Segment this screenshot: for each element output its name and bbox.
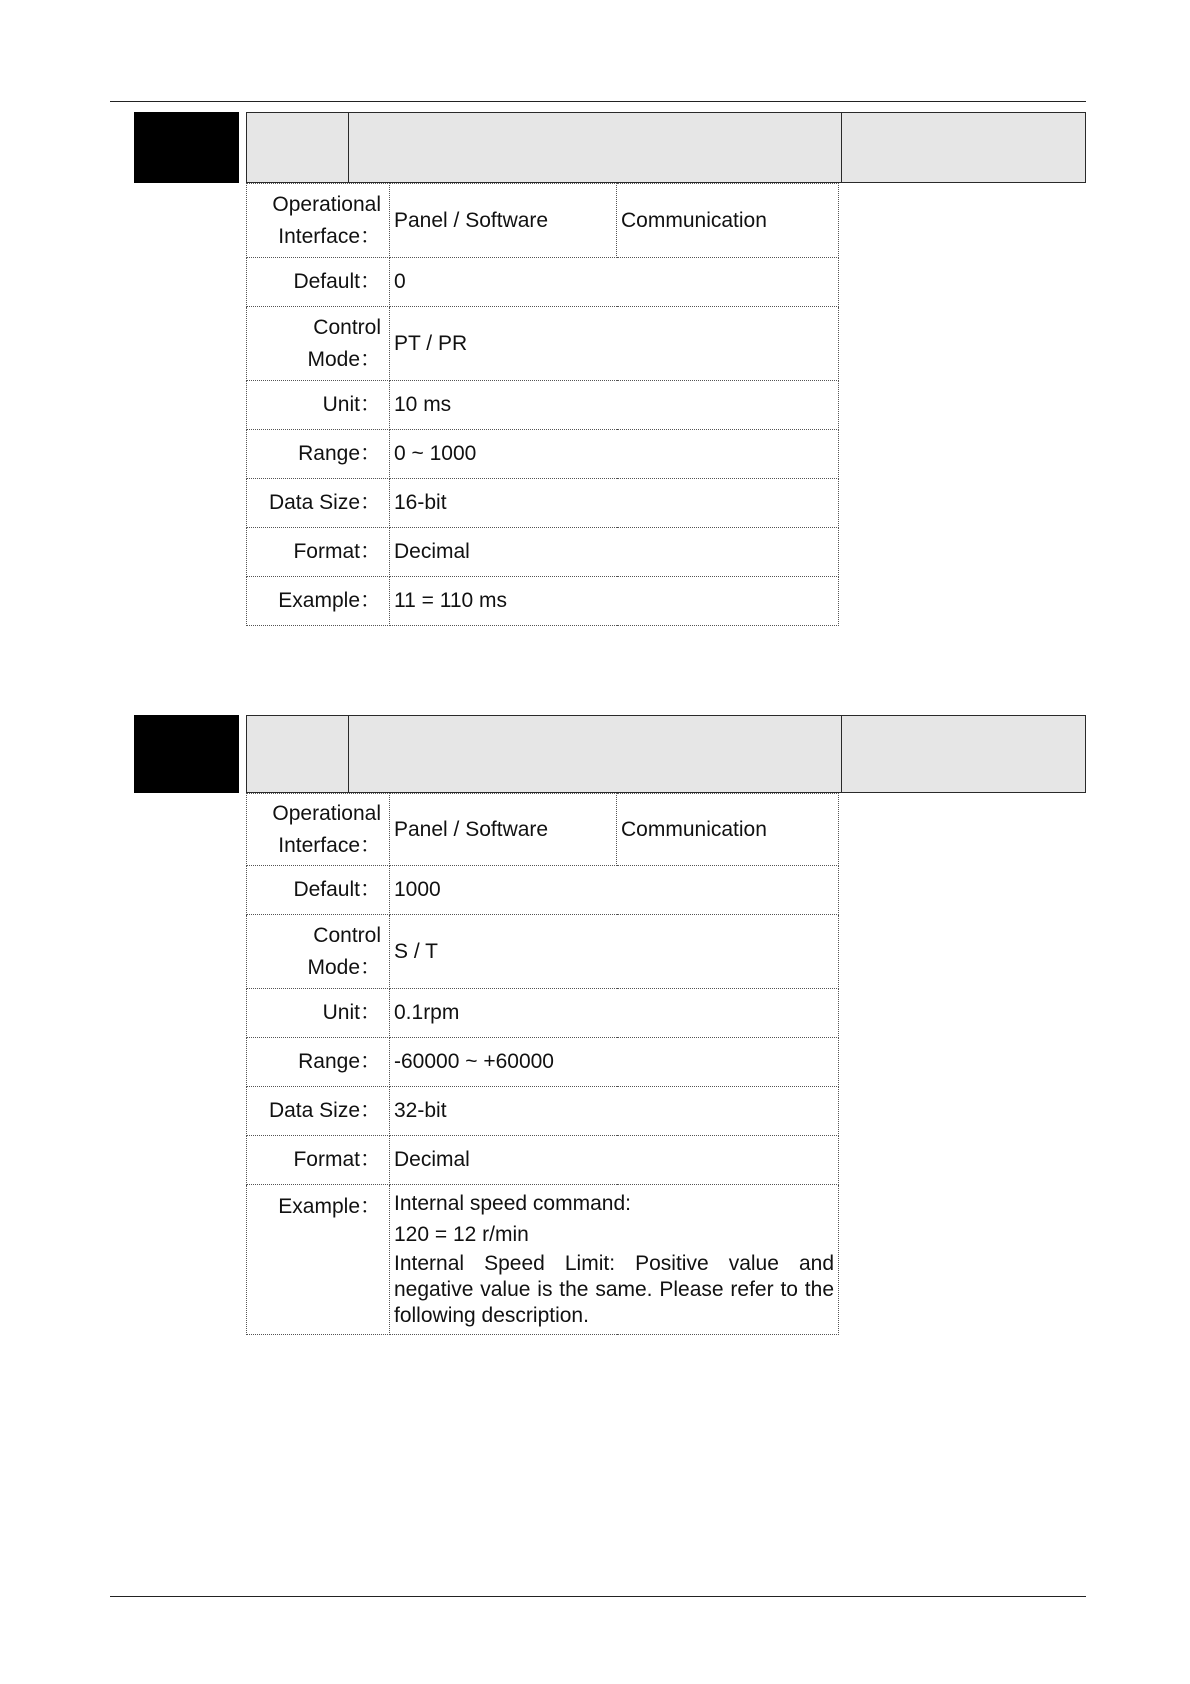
range-label: Range： (247, 430, 390, 479)
unit-value: 10 ms (390, 381, 839, 430)
interface-communication-value: Communication (617, 794, 839, 866)
data-size-label: Data Size： (247, 1087, 390, 1136)
page-header-rule (110, 101, 1086, 102)
control-mode-value: PT / PR (390, 307, 839, 381)
unit-row (247, 989, 839, 1038)
example-row (247, 577, 839, 626)
unit-value: 0.1rpm (390, 989, 839, 1038)
range-row (247, 430, 839, 479)
example-value: 11 = 110 ms (390, 577, 839, 626)
parameter-header-cell (349, 113, 842, 182)
default-value: 1000 (390, 866, 839, 915)
unit-label: Unit： (247, 989, 390, 1038)
unit-label: Unit： (247, 381, 390, 430)
example-line: 120 = 12 r/min (394, 1223, 529, 1246)
unit-row (247, 381, 839, 430)
parameter-code-tag (134, 715, 239, 793)
parameter-header-cell (842, 113, 1085, 182)
parameter-attribute-table (246, 793, 839, 1335)
control-mode-label: Control Mode： (247, 915, 390, 989)
interface-label: Operational Interface： (247, 184, 390, 258)
control-mode-row (247, 307, 839, 381)
format-label: Format： (247, 1136, 390, 1185)
interface-communication-value: Communication (617, 184, 839, 258)
data-size-value: 16-bit (390, 479, 839, 528)
format-row (247, 528, 839, 577)
interface-panel-value: Panel / Software (390, 794, 617, 866)
format-label: Format： (247, 528, 390, 577)
example-value (390, 1185, 839, 1335)
range-value: -60000 ~ +60000 (390, 1038, 839, 1087)
format-row (247, 1136, 839, 1185)
default-label: Default： (247, 866, 390, 915)
example-row (247, 1185, 839, 1335)
data-size-row (247, 479, 839, 528)
control-mode-label: Control Mode： (247, 307, 390, 381)
parameter-header-bar (246, 715, 1086, 793)
control-mode-value: S / T (390, 915, 839, 989)
parameter-header-bar (246, 112, 1086, 183)
parameter-header-cell (349, 716, 842, 792)
control-mode-row (247, 915, 839, 989)
interface-panel-value: Panel / Software (390, 184, 617, 258)
parameter-attribute-table (246, 183, 839, 626)
parameter-header-cell (842, 716, 1085, 792)
range-row (247, 1038, 839, 1087)
parameter-header-cell (247, 113, 349, 182)
example-line: Internal speed command: (394, 1192, 631, 1215)
parameter-header-cell (247, 716, 349, 792)
interface-row (247, 184, 839, 258)
default-row (247, 258, 839, 307)
default-value: 0 (390, 258, 839, 307)
data-size-value: 32-bit (390, 1087, 839, 1136)
range-label: Range： (247, 1038, 390, 1087)
data-size-row (247, 1087, 839, 1136)
interface-label: Operational Interface： (247, 794, 390, 866)
interface-row (247, 794, 839, 866)
default-row (247, 866, 839, 915)
page-footer-rule (110, 1596, 1086, 1597)
default-label: Default： (247, 258, 390, 307)
range-value: 0 ~ 1000 (390, 430, 839, 479)
format-value: Decimal (390, 1136, 839, 1185)
example-label: Example： (247, 1185, 390, 1335)
data-size-label: Data Size： (247, 479, 390, 528)
parameter-code-tag (134, 112, 239, 183)
example-line: Internal Speed Limit: Positive value and negative value is the same. Please refer to the following description. (394, 1252, 834, 1327)
format-value: Decimal (390, 528, 839, 577)
example-label: Example： (247, 577, 390, 626)
